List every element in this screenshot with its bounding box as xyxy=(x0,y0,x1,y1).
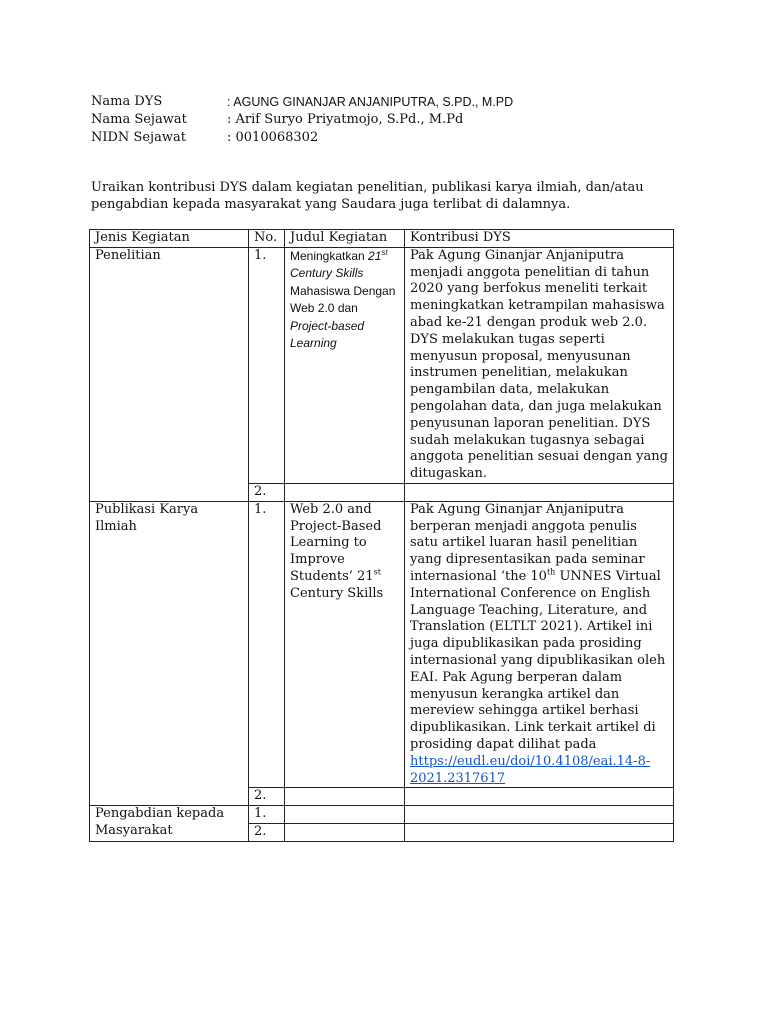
intro-paragraph: Uraikan kontribusi DYS dalam kegiatan penelitian, publikasi karya ilmiah, dan/atau pengabdian kepada masyarakat yang Saudara juga terlibat di dalamnya. xyxy=(91,180,644,212)
number-cell: 2. xyxy=(249,823,285,841)
table-row xyxy=(90,247,674,483)
judul-cell xyxy=(285,788,405,806)
jenis-cell: Pengabdian kepada Masyarakat xyxy=(90,806,249,842)
info-value: : Arif Suryo Priyatmojo, S.Pd., M.Pd xyxy=(227,112,464,127)
kontribusi-cell xyxy=(405,806,674,824)
column-header-kontribusi: Kontribusi DYS xyxy=(405,230,674,248)
table-row xyxy=(90,806,674,824)
info-row-nama-dys xyxy=(91,93,513,111)
judul-cell xyxy=(285,483,405,501)
judul-cell: Meningkatkan 21st Century Skills Mahasiswa Dengan Web 2.0 dan Project-based Learning xyxy=(285,247,405,483)
identity-block xyxy=(91,93,513,147)
table-header-row xyxy=(90,230,674,248)
column-header-no: No. xyxy=(249,230,285,248)
number-cell: 1. xyxy=(249,806,285,824)
column-header-jenis: Jenis Kegiatan xyxy=(90,230,249,248)
info-label: Nama DYS xyxy=(91,94,163,109)
contribution-table xyxy=(89,229,674,842)
column-header-judul: Judul Kegiatan xyxy=(285,230,405,248)
info-label: Nama Sejawat xyxy=(91,112,187,127)
info-row-nama-sejawat xyxy=(91,111,513,129)
kontribusi-cell xyxy=(405,788,674,806)
judul-cell xyxy=(285,806,405,824)
info-row-nidn-sejawat xyxy=(91,129,513,147)
info-value: : 0010068302 xyxy=(227,130,319,145)
info-label: NIDN Sejawat xyxy=(91,130,186,145)
jenis-cell: Penelitian xyxy=(90,247,249,501)
kontribusi-cell: Pak Agung Ginanjar Anjaniputra berperan menjadi anggota penulis satu artikel luaran hasil penelitian yang dipresentasikan pada seminar internasional ‘the 10th UNNES Virtual International Conference on English Language Teaching, Literature, and Translation (ELTLT 2021). Artikel ini juga dipublikasikan pada prosiding internasional yang dipublikasikan oleh EAI. Pak Agung berperan dalam menyusun kerangka artikel dan mereview sehingga artikel berhasi dipublikasikan. Link terkait artikel di prosiding dapat dilihat pada https://eudl.eu/doi/10.4108/eai.14-8-2021.2317617 xyxy=(405,501,674,788)
kontribusi-cell xyxy=(405,483,674,501)
judul-cell xyxy=(285,823,405,841)
number-cell: 1. xyxy=(249,247,285,483)
jenis-cell: Publikasi Karya Ilmiah xyxy=(90,501,249,805)
article-link[interactable]: https://eudl.eu/doi/10.4108/eai.14-8-2021.2317617 xyxy=(410,753,651,786)
number-cell: 2. xyxy=(249,788,285,806)
number-cell: 1. xyxy=(249,501,285,788)
kontribusi-cell xyxy=(405,823,674,841)
kontribusi-cell: Pak Agung Ginanjar Anjaniputra menjadi anggota penelitian di tahun 2020 yang berfokus meneliti terkait meningkatkan ketrampilan mahasiswa abad ke-21 dengan produk web 2.0. DYS melakukan tugas seperti menyusun proposal, menyusunan instrumen penelitian, melakukan pengambilan data, melakukan pengolahan data, dan juga melakukan penyusunan laporan penelitian. DYS sudah melakukan tugasnya sebagai anggota penelitian sesuai dengan yang ditugaskan. xyxy=(405,247,674,483)
judul-cell: Web 2.0 and Project-Based Learning to Improve Students’ 21st Century Skills xyxy=(285,501,405,788)
info-value: : AGUNG GINANJAR ANJANIPUTRA, S.PD., M.PD xyxy=(227,95,514,109)
table-row xyxy=(90,501,674,788)
number-cell: 2. xyxy=(249,483,285,501)
